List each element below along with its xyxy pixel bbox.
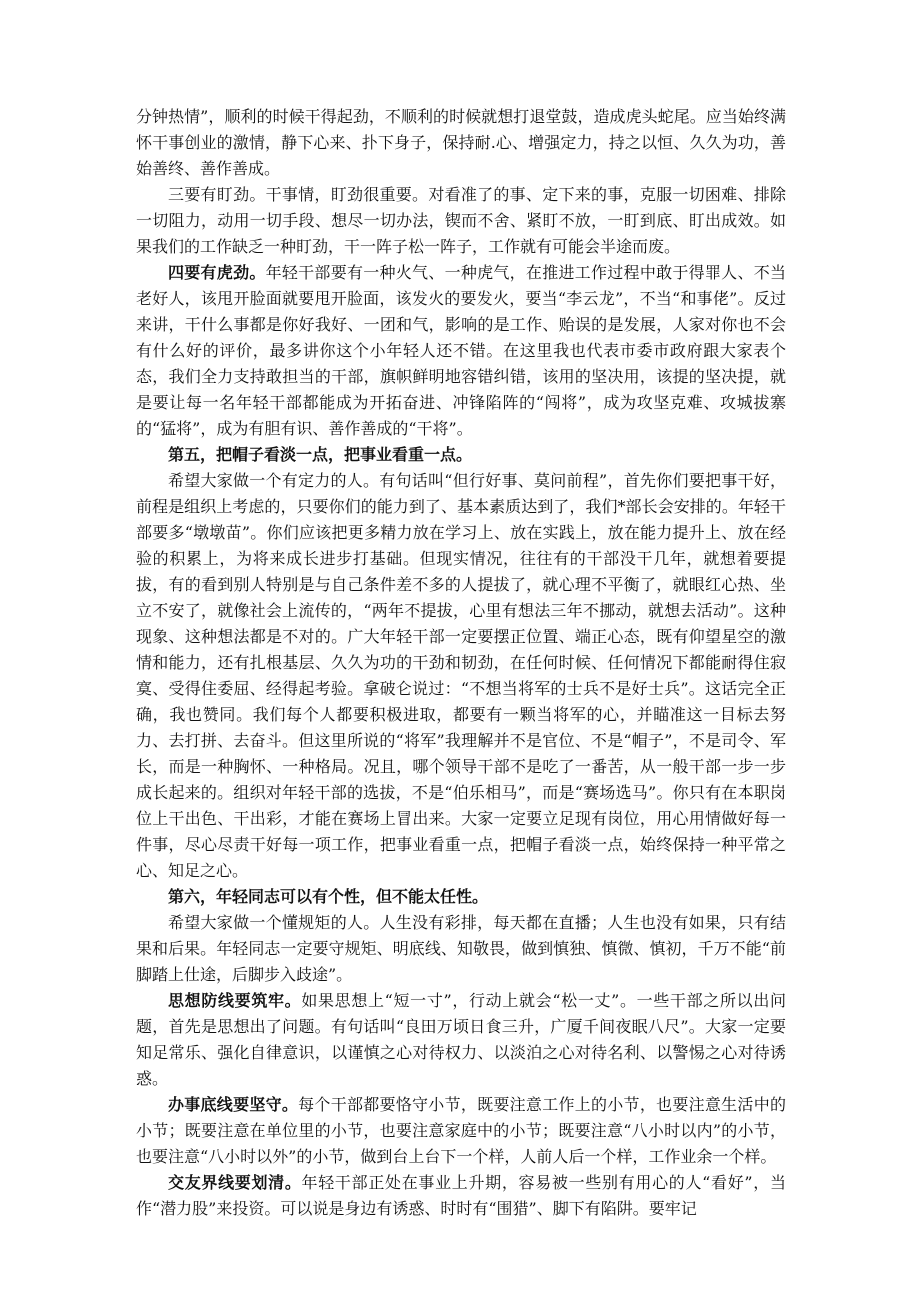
paragraph-lead: 四要有虎劲。 xyxy=(168,263,266,282)
paragraph-persistence: 三要有盯劲。干事情，盯劲很重要。对看准了的事、定下来的事，克服一切困难、排除一切阻力，动用一切手段、想尽一切办法，锲而不舍、紧盯不放，一盯到底、盯出成效。如果我们的工作缺乏一种盯劲，干一阵子松一阵子，工作就有可能会半途而废。 xyxy=(136,185,786,256)
paragraph-lead: 办事底线要坚守。 xyxy=(168,1095,299,1114)
paragraph-rules: 希望大家做一个懂规矩的人。人生没有彩排，每天都在直播；人生也没有如果，只有结果和后果。年轻同志一定要守规矩、明底线、知敬畏，做到慎独、慎微、慎初，千万不能“前脚踏上仕途，后脚步入歧途”。 xyxy=(136,913,786,984)
section-heading-6: 第六，年轻同志可以有个性，但不能太任性。 xyxy=(168,887,489,906)
paragraph-body: 每个干部都要恪守小节，既要注意工作上的小节，也要注意生活中的小节；既要注意在单位里的小节，也要注意家庭中的小节；既要注意“八小时以内”的小节，也要注意“八小时以外”的小节，做到台上台下一个样，人前人后一个样，工作业余一个样。 xyxy=(136,1095,786,1166)
paragraph-tiger-spirit xyxy=(136,260,786,442)
document-page xyxy=(136,104,786,1222)
paragraph-lead: 思想防线要筑牢。 xyxy=(168,991,302,1010)
paragraph-ideological-defense xyxy=(136,988,786,1092)
paragraph-continuation: 分钟热情”，顺利的时候干得起劲，不顺利的时候就想打退堂鼓，造成虎头蛇尾。应当始终满怀干事创业的激情，静下心来、扑下身子，保持耐.心、增强定力，持之以恒、久久为功，善始善终、善作善成。 xyxy=(136,107,786,178)
paragraph-bottom-line xyxy=(136,1092,786,1170)
section-heading-5: 第五，把帽子看淡一点，把事业看重一点。 xyxy=(168,445,473,464)
paragraph-body: 年轻干部正处在事业上升期，容易被一些别有用心的人“看好”，当作“潜力股”来投资。可以说是身边有诱惑、时时有“围猎”、脚下有陷阱。要牢记 xyxy=(136,1173,786,1218)
paragraph-friendship-boundary xyxy=(136,1170,786,1222)
paragraph-composure: 希望大家做一个有定力的人。有句话叫“但行好事、莫问前程”，首先你们要把事干好，前程是组织上考虑的，只要你们的能力到了、基本素质达到了，我们*部长会安排的。年轻干部要多“墩墩苗”。你们应该把更多精力放在学习上、放在实践上，放在能力提升上、放在经验的积累上，为将来成长进步打基础。但现实情况，往往有的干部没干几年，就想着要提拔，有的看到别人特别是与自己条件差不多的人提拔了，就心理不平衡了，就眼红心热、坐立不安了，就像社会上流传的，“两年不提拔，心里有想法三年不挪动，就想去活动”。这种现象、这种想法都是不对的。广大年轻干部一定要摆正位置、端正心态，既有仰望星空的激情和能力，还有扎根基层、久久为功的干劲和韧劲，在任何时候、任何情况下都能耐得住寂寞、受得住委屈、经得起考验。拿破仑说过：“不想当将军的士兵不是好士兵”。这话完全正确，我也赞同。我们每个人都要积极进取，都要有一颗当将军的心，并瞄准这一目标去努力、去打拼、去奋斗。但这里所说的“将军”我理解并不是官位、不是“帽子”，不是司令、军长，而是一种胸怀、一种格局。况且，哪个领导干部不是吃了一番苦，从一般干部一步一步成长起来的。组织对年轻干部的选拔，不是“伯乐相马”，而是“赛场选马”。你只有在本职岗位上干出色、干出彩，才能在赛场上冒出来。大家一定要立足现有岗位，用心用情做好每一件事，尽心尽责干好每一项工作，把事业看重一点，把帽子看淡一点，始终保持一种平常之心、知足之心。 xyxy=(136,471,786,880)
paragraph-body: 如果思想上“短一寸”，行动上就会“松一丈”。一些干部之所以出问题，首先是思想出了问题。有句话叫“良田万顷日食三升，广厦千间夜眠八尺”。大家一定要知足常乐、强化自律意识，以谨慎之心对待权力、以淡泊之心对待名利、以警惕之心对待诱惑。 xyxy=(136,991,786,1088)
paragraph-lead: 交友界线要划清。 xyxy=(168,1173,302,1192)
paragraph-body: 年轻干部要有一种火气、一种虎气，在推进工作过程中敢于得罪人、不当老好人，该甩开脸面就要甩开脸面，该发火的要发火，要当“李云龙”，不当“和事佬”。反过来讲，干什么事都是你好我好、一团和气，影响的是工作、贻误的是发展，人家对你也不会有什么好的评价，最多讲你这个小年轻人还不错。在这里我也代表市委市政府跟大家表个态，我们全力支持敢担当的干部，旗帜鲜明地容错纠错，该用的坚决用，该提的坚决提，就是要让每一名年轻干部都能成为开拓奋进、冲锋陷阵的“闯将”，成为攻坚克难、攻城拔寨的“猛将”，成为有胆有识、善作善成的“干将”。 xyxy=(136,263,786,438)
